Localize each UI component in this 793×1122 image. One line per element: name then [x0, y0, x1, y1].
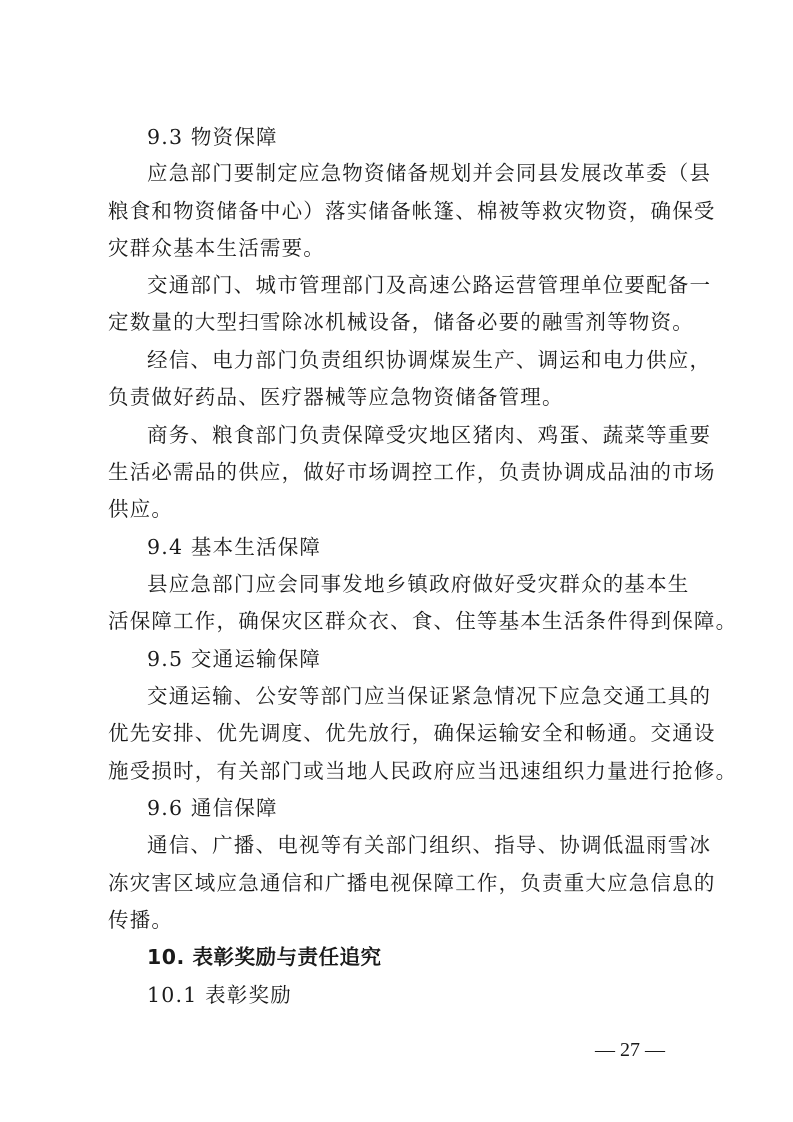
paragraph-line: 应急部门要制定应急物资储备规划并会同县发展改革委（县	[147, 161, 712, 185]
section-heading-9-3: 9.3 物资保障	[147, 125, 278, 149]
chapter-heading: 10. 表彰奖励与责任追究	[147, 945, 382, 969]
paragraph-line: 交通部门、城市管理部门及高速公路运营管理单位要配备一	[147, 273, 712, 297]
paragraph-line: 生活必需品的供应，做好市场调控工作，负责协调成品油的市场	[108, 460, 716, 484]
paragraph-line: 供应。	[108, 497, 174, 521]
section-heading-9-4: 9.4 基本生活保障	[147, 535, 322, 559]
page-number: — 27 —	[595, 1039, 665, 1061]
subsection-heading-10-1: 10.1 表彰奖励	[147, 983, 292, 1007]
paragraph-line: 冻灾害区域应急通信和广播电视保障工作，负责重大应急信息的	[108, 871, 716, 895]
paragraph-line: 经信、电力部门负责组织协调煤炭生产、调运和电力供应，	[147, 348, 712, 372]
paragraph-line: 活保障工作，确保灾区群众衣、食、住等基本生活条件得到保障。	[108, 609, 738, 633]
section-heading-9-6: 9.6 通信保障	[147, 796, 278, 820]
paragraph-line: 施受损时，有关部门或当地人民政府应当迅速组织力量进行抢修。	[108, 759, 738, 783]
paragraph-line: 负责做好药品、医疗器械等应急物资储备管理。	[108, 385, 564, 409]
paragraph-line: 交通运输、公安等部门应当保证紧急情况下应急交通工具的	[147, 684, 712, 708]
paragraph-line: 传播。	[108, 908, 174, 932]
paragraph-line: 县应急部门应会同事发地乡镇政府做好受灾群众的基本生	[147, 572, 690, 596]
paragraph-line: 通信、广播、电视等有关部门组织、指导、协调低温雨雪冰	[147, 833, 712, 857]
paragraph-line: 商务、粮食部门负责保障受灾地区猪肉、鸡蛋、蔬菜等重要	[147, 423, 712, 447]
section-heading-9-5: 9.5 交通运输保障	[147, 647, 322, 671]
paragraph-line: 定数量的大型扫雪除冰机械设备，储备必要的融雪剂等物资。	[108, 310, 694, 334]
paragraph-line: 灾群众基本生活需要。	[108, 236, 325, 260]
paragraph-line: 优先安排、优先调度、优先放行，确保运输安全和畅通。交通设	[108, 721, 716, 745]
paragraph-line: 粮食和物资储备中心）落实储备帐篷、棉被等救灾物资，确保受	[108, 199, 716, 223]
